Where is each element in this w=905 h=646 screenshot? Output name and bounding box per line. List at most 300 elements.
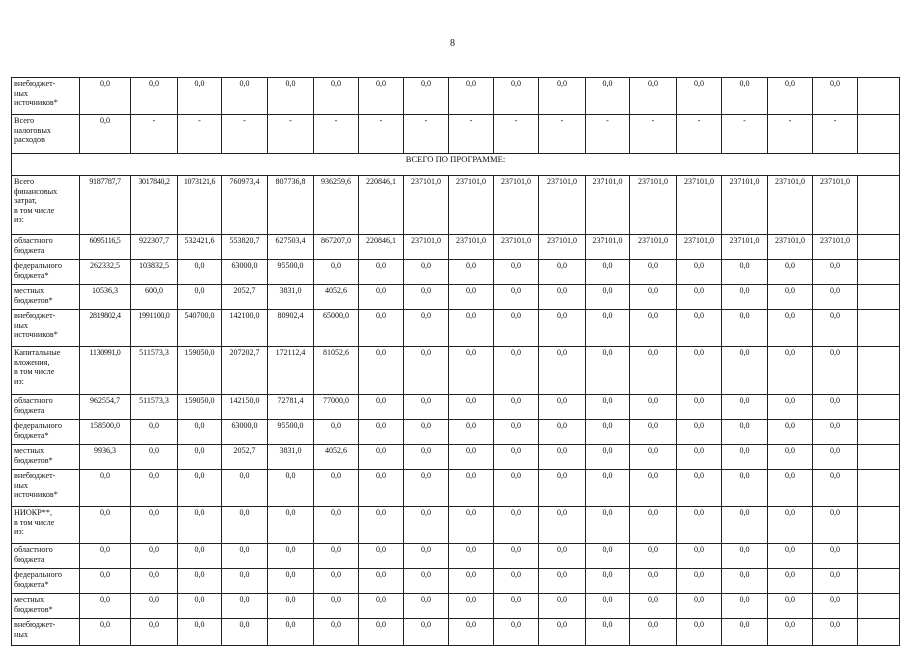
row-label-line: источников* <box>14 98 58 107</box>
table-cell: 0,0 <box>813 310 858 347</box>
table-cell: 237101,0 <box>404 235 449 260</box>
table-cell: - <box>222 115 268 154</box>
row-label <box>12 544 80 569</box>
table-cell: 1130991,0 <box>80 347 131 395</box>
table-cell: 0,0 <box>768 285 813 310</box>
table-cell: 0,0 <box>539 420 586 445</box>
table-cell: 0,0 <box>768 260 813 285</box>
table-cell: 0,0 <box>722 470 768 507</box>
table-cell: 0,0 <box>630 395 677 420</box>
table-cell: 0,0 <box>404 78 449 115</box>
table-cell: 0,0 <box>586 544 630 569</box>
table-cell: 63000,0 <box>222 420 268 445</box>
table-cell: 0,0 <box>449 470 494 507</box>
row-label-line: налоговых <box>14 125 51 135</box>
table-cell: 0,0 <box>494 347 539 395</box>
table-cell: 0,0 <box>80 507 131 544</box>
table-cell: 0,0 <box>722 395 768 420</box>
table-row <box>12 544 900 569</box>
row-label-line: бюджетов* <box>14 455 53 465</box>
table-cell: 0,0 <box>539 619 586 646</box>
table-cell: 0,0 <box>80 470 131 507</box>
table-cell <box>858 507 900 544</box>
table-cell: 0,0 <box>359 420 404 445</box>
table-cell: 0,0 <box>449 569 494 594</box>
table-body-bottom <box>12 176 900 646</box>
table-cell: 0,0 <box>222 569 268 594</box>
table-cell: 0,0 <box>178 569 222 594</box>
table-cell: 0,0 <box>630 569 677 594</box>
table-cell: 0,0 <box>539 507 586 544</box>
table-cell: 0,0 <box>586 619 630 646</box>
table-cell: 553820,7 <box>222 235 268 260</box>
row-label-line: ных <box>14 629 28 639</box>
table-cell: 0,0 <box>677 544 722 569</box>
table-cell: 0,0 <box>178 445 222 470</box>
table-cell: 0,0 <box>222 470 268 507</box>
page-number: 8 <box>450 38 455 49</box>
table-cell: 0,0 <box>314 78 359 115</box>
table-cell: 0,0 <box>722 285 768 310</box>
table-cell: 237101,0 <box>630 176 677 235</box>
table-cell: 0,0 <box>586 310 630 347</box>
table-cell: 0,0 <box>494 569 539 594</box>
table-row <box>12 445 900 470</box>
table-cell: 0,0 <box>813 78 858 115</box>
row-label-line: ных <box>14 320 28 330</box>
table-cell: 0,0 <box>494 395 539 420</box>
table-cell: 0,0 <box>768 470 813 507</box>
table-cell: 0,0 <box>586 594 630 619</box>
table-cell: 0,0 <box>494 445 539 470</box>
table-cell: 0,0 <box>359 569 404 594</box>
table-cell: 1991100,0 <box>131 310 178 347</box>
table-cell: 0,0 <box>178 285 222 310</box>
table-cell: 0,0 <box>404 285 449 310</box>
table-cell <box>858 569 900 594</box>
row-label-line: местных <box>14 446 45 455</box>
row-label-line: бюджетов* <box>14 604 53 614</box>
row-label-line: из: <box>14 376 24 386</box>
table-cell: 1073121,6 <box>178 176 222 235</box>
table-cell: 0,0 <box>404 445 449 470</box>
table-cell: 0,0 <box>677 260 722 285</box>
table-cell: 0,0 <box>539 544 586 569</box>
table-cell: 6095116,5 <box>80 235 131 260</box>
row-label-line: федерального <box>14 421 62 430</box>
row-label-line: расходов <box>14 135 46 144</box>
table-cell <box>858 78 900 115</box>
table-cell: 0,0 <box>768 594 813 619</box>
table-cell: 0,0 <box>404 420 449 445</box>
table-cell: 0,0 <box>494 260 539 285</box>
table-cell: 237101,0 <box>586 176 630 235</box>
table-cell: 0,0 <box>630 507 677 544</box>
table-cell: 0,0 <box>813 285 858 310</box>
row-label-line: областного <box>14 236 53 245</box>
table-cell: 0,0 <box>813 569 858 594</box>
table-cell: 0,0 <box>404 594 449 619</box>
table-cell: 0,0 <box>359 445 404 470</box>
table-cell: 0,0 <box>630 594 677 619</box>
table-cell: 0,0 <box>539 594 586 619</box>
row-label <box>12 470 80 507</box>
table-cell: 0,0 <box>178 78 222 115</box>
table-cell: 0,0 <box>268 594 314 619</box>
table-cell: 0,0 <box>268 544 314 569</box>
table-cell: 0,0 <box>539 285 586 310</box>
table-cell: 0,0 <box>677 78 722 115</box>
row-label-line: источников* <box>14 330 58 339</box>
row-label-line: Всего <box>14 116 35 125</box>
table-row <box>12 347 900 395</box>
table-cell: - <box>131 115 178 154</box>
table-cell: 0,0 <box>80 594 131 619</box>
table-cell: 72781,4 <box>268 395 314 420</box>
table-cell: 0,0 <box>449 619 494 646</box>
table-cell: 3017840,2 <box>131 176 178 235</box>
table-cell: 237101,0 <box>813 235 858 260</box>
table-cell: 0,0 <box>677 507 722 544</box>
table-cell: 0,0 <box>722 78 768 115</box>
table-cell: 0,0 <box>314 260 359 285</box>
table-cell <box>858 619 900 646</box>
table-cell: 0,0 <box>586 507 630 544</box>
row-label-line: местных <box>14 286 45 295</box>
row-label <box>12 235 80 260</box>
table-cell: 159050,0 <box>178 347 222 395</box>
table-cell: 3831,0 <box>268 445 314 470</box>
table-cell: 0,0 <box>494 544 539 569</box>
table-row <box>12 260 900 285</box>
table-cell: 0,0 <box>677 395 722 420</box>
table-cell: 3831,0 <box>268 285 314 310</box>
table-cell: 0,0 <box>80 78 131 115</box>
table-cell: 0,0 <box>449 445 494 470</box>
table-row <box>12 395 900 420</box>
table-cell: - <box>768 115 813 154</box>
table-cell: 0,0 <box>586 420 630 445</box>
table-cell: - <box>268 115 314 154</box>
row-label-line: вложения, <box>14 357 50 367</box>
table-cell: 0,0 <box>722 569 768 594</box>
table-cell: 0,0 <box>813 445 858 470</box>
table-cell: 0,0 <box>449 260 494 285</box>
row-label-line: бюджета* <box>14 579 49 589</box>
row-label-line: финансовых <box>14 186 58 196</box>
table-cell: 0,0 <box>314 470 359 507</box>
table-row <box>12 594 900 619</box>
row-label-line: бюджета <box>14 405 45 415</box>
row-label-line: областного <box>14 545 53 554</box>
row-label-line: федерального <box>14 261 62 270</box>
table-cell <box>858 235 900 260</box>
table-cell: 0,0 <box>630 260 677 285</box>
table-cell: 0,0 <box>404 544 449 569</box>
table-cell <box>858 594 900 619</box>
table-row <box>12 285 900 310</box>
table-cell: 0,0 <box>677 470 722 507</box>
row-label-line: бюджета* <box>14 270 49 280</box>
table-cell: 922307,7 <box>131 235 178 260</box>
table-row <box>12 115 900 154</box>
table-row <box>12 235 900 260</box>
table-cell <box>858 470 900 507</box>
table-cell: 63000,0 <box>222 260 268 285</box>
table-cell: 4052,6 <box>314 445 359 470</box>
table-cell: 262332,5 <box>80 260 131 285</box>
table-cell: 0,0 <box>722 260 768 285</box>
table-cell: 0,0 <box>494 78 539 115</box>
table-cell: 237101,0 <box>449 176 494 235</box>
table-cell: 0,0 <box>359 594 404 619</box>
table-cell: 0,0 <box>404 310 449 347</box>
table-cell: 0,0 <box>404 569 449 594</box>
table-cell: 0,0 <box>813 347 858 395</box>
table-cell: 0,0 <box>494 619 539 646</box>
table-cell: 65000,0 <box>314 310 359 347</box>
table-cell: 0,0 <box>586 470 630 507</box>
table-cell: 0,0 <box>404 347 449 395</box>
table-cell: 0,0 <box>178 594 222 619</box>
table-cell: 0,0 <box>768 544 813 569</box>
section-title: ВСЕГО ПО ПРОГРАММЕ: <box>12 154 900 176</box>
table-cell: 0,0 <box>80 619 131 646</box>
table-cell: 237101,0 <box>677 176 722 235</box>
table-cell: 0,0 <box>539 78 586 115</box>
table-cell: 0,0 <box>677 347 722 395</box>
table-cell <box>858 420 900 445</box>
table-cell: 0,0 <box>586 78 630 115</box>
table-cell: 0,0 <box>178 507 222 544</box>
table-cell: 0,0 <box>268 507 314 544</box>
table-cell: 867207,0 <box>314 235 359 260</box>
table-cell: 0,0 <box>768 619 813 646</box>
table-cell: 0,0 <box>539 347 586 395</box>
table-cell <box>858 544 900 569</box>
table-cell: 0,0 <box>449 310 494 347</box>
row-label <box>12 347 80 395</box>
table-cell: 0,0 <box>630 420 677 445</box>
table-cell: 0,0 <box>722 507 768 544</box>
table-cell: 0,0 <box>222 594 268 619</box>
table-cell: 77000,0 <box>314 395 359 420</box>
table-cell: 0,0 <box>404 260 449 285</box>
table-cell: 9187787,7 <box>80 176 131 235</box>
table-cell: 0,0 <box>131 544 178 569</box>
table-cell: 237101,0 <box>722 176 768 235</box>
table-row <box>12 569 900 594</box>
table-cell: 237101,0 <box>494 176 539 235</box>
table-row <box>12 619 900 646</box>
table-cell: 0,0 <box>539 260 586 285</box>
row-label-line: федерального <box>14 570 62 579</box>
row-label <box>12 260 80 285</box>
row-label <box>12 78 80 115</box>
table-cell: 0,0 <box>222 78 268 115</box>
table-cell: 95500,0 <box>268 260 314 285</box>
table-cell: 237101,0 <box>677 235 722 260</box>
table-cell: - <box>314 115 359 154</box>
row-label-line: НИОКР**, <box>14 508 52 517</box>
table-cell: 0,0 <box>722 310 768 347</box>
table-cell: - <box>494 115 539 154</box>
table-cell: 0,0 <box>722 445 768 470</box>
table-cell: 4052,6 <box>314 285 359 310</box>
row-label-line: из: <box>14 527 24 536</box>
table-cell: 0,0 <box>813 260 858 285</box>
row-label <box>12 285 80 310</box>
row-label-line: бюджетов* <box>14 295 53 305</box>
table-cell: 0,0 <box>586 445 630 470</box>
table-cell: 0,0 <box>768 347 813 395</box>
table-cell: 0,0 <box>539 470 586 507</box>
table-cell: - <box>449 115 494 154</box>
table-cell: 0,0 <box>131 594 178 619</box>
table-cell: 0,0 <box>449 594 494 619</box>
table-row <box>12 420 900 445</box>
table-cell: 0,0 <box>677 569 722 594</box>
table-cell: 0,0 <box>222 507 268 544</box>
table-cell: 0,0 <box>722 594 768 619</box>
table-cell: 220846,1 <box>359 235 404 260</box>
table-cell: 0,0 <box>677 619 722 646</box>
row-label <box>12 115 80 154</box>
table-cell: 0,0 <box>722 544 768 569</box>
table-row <box>12 507 900 544</box>
table-cell: 0,0 <box>80 569 131 594</box>
table-cell: 0,0 <box>494 310 539 347</box>
table-cell: 237101,0 <box>630 235 677 260</box>
table-cell: 237101,0 <box>539 235 586 260</box>
table-cell: 0,0 <box>586 260 630 285</box>
table-cell: 0,0 <box>314 507 359 544</box>
table-cell: 159050,0 <box>178 395 222 420</box>
table-cell: 0,0 <box>494 594 539 619</box>
table-cell: 0,0 <box>178 470 222 507</box>
table-cell: 0,0 <box>222 619 268 646</box>
table-row <box>12 78 900 115</box>
table-cell: 0,0 <box>80 544 131 569</box>
row-label-line: областного <box>14 396 53 405</box>
table-cell: 627503,4 <box>268 235 314 260</box>
table-cell: 0,0 <box>449 507 494 544</box>
table-cell: 0,0 <box>768 507 813 544</box>
row-label-line: из: <box>14 215 24 224</box>
table-cell: 0,0 <box>494 285 539 310</box>
table-cell: 0,0 <box>222 544 268 569</box>
table-cell: 0,0 <box>813 619 858 646</box>
table-cell <box>858 395 900 420</box>
table-cell: 0,0 <box>404 619 449 646</box>
table-cell: 0,0 <box>449 420 494 445</box>
table-cell: 0,0 <box>131 445 178 470</box>
table-cell: 600,0 <box>131 285 178 310</box>
table-cell: 962554,7 <box>80 395 131 420</box>
row-label <box>12 569 80 594</box>
row-label-line: внебюджет- <box>14 79 56 88</box>
table-cell: 0,0 <box>677 310 722 347</box>
table-cell: - <box>404 115 449 154</box>
table-cell: 0,0 <box>630 310 677 347</box>
table-cell: 0,0 <box>722 347 768 395</box>
table-cell: 81052,6 <box>314 347 359 395</box>
table-cell: - <box>677 115 722 154</box>
row-label-line: бюджета* <box>14 430 49 440</box>
table-cell: 0,0 <box>131 507 178 544</box>
table-cell: 0,0 <box>359 395 404 420</box>
row-label-line: местных <box>14 595 45 604</box>
table-cell <box>858 115 900 154</box>
table-cell: 0,0 <box>314 420 359 445</box>
table-cell: 0,0 <box>722 420 768 445</box>
row-label <box>12 176 80 235</box>
table-cell: 0,0 <box>677 285 722 310</box>
table-cell: 237101,0 <box>768 235 813 260</box>
table-cell: 142100,0 <box>222 310 268 347</box>
table-cell: 0,0 <box>539 569 586 594</box>
section-row <box>12 154 900 176</box>
table-cell: 0,0 <box>314 569 359 594</box>
row-label <box>12 310 80 347</box>
table-cell: 0,0 <box>768 78 813 115</box>
table-cell: 0,0 <box>404 470 449 507</box>
row-label-line: бюджета <box>14 554 45 564</box>
table-cell: 0,0 <box>813 507 858 544</box>
table-cell: 0,0 <box>630 619 677 646</box>
table-cell: 237101,0 <box>449 235 494 260</box>
row-label <box>12 619 80 646</box>
table-cell: 237101,0 <box>768 176 813 235</box>
table-cell: 0,0 <box>813 470 858 507</box>
table-cell: 220846,1 <box>359 176 404 235</box>
table-row <box>12 176 900 235</box>
row-label <box>12 507 80 544</box>
table-cell: - <box>722 115 768 154</box>
table-cell: 0,0 <box>404 507 449 544</box>
row-label <box>12 594 80 619</box>
table-cell: 0,0 <box>268 470 314 507</box>
table-cell: 0,0 <box>449 285 494 310</box>
table-cell: 0,0 <box>630 347 677 395</box>
table-cell: 237101,0 <box>813 176 858 235</box>
table-body-top <box>12 78 900 154</box>
row-label-line: Всего <box>14 177 35 186</box>
table-cell: 0,0 <box>131 569 178 594</box>
table-cell: 807736,8 <box>268 176 314 235</box>
table-cell: - <box>586 115 630 154</box>
table-cell: 142150,0 <box>222 395 268 420</box>
table-cell: 0,0 <box>768 310 813 347</box>
table-cell: 237101,0 <box>539 176 586 235</box>
table-cell: 0,0 <box>539 445 586 470</box>
row-label-line: в том числе <box>14 517 55 527</box>
table-cell: 2819802,4 <box>80 310 131 347</box>
table-cell: 0,0 <box>630 78 677 115</box>
table-cell: 0,0 <box>677 445 722 470</box>
table-cell: 9936,3 <box>80 445 131 470</box>
table-cell: 237101,0 <box>404 176 449 235</box>
table-cell: 0,0 <box>768 445 813 470</box>
table-cell: 0,0 <box>178 260 222 285</box>
table-cell <box>858 285 900 310</box>
row-label-line: Капитальные <box>14 348 61 357</box>
table-cell: 511573,3 <box>131 395 178 420</box>
table-cell: 103832,5 <box>131 260 178 285</box>
row-label <box>12 420 80 445</box>
table-cell: 0,0 <box>630 470 677 507</box>
table-cell: 0,0 <box>178 619 222 646</box>
